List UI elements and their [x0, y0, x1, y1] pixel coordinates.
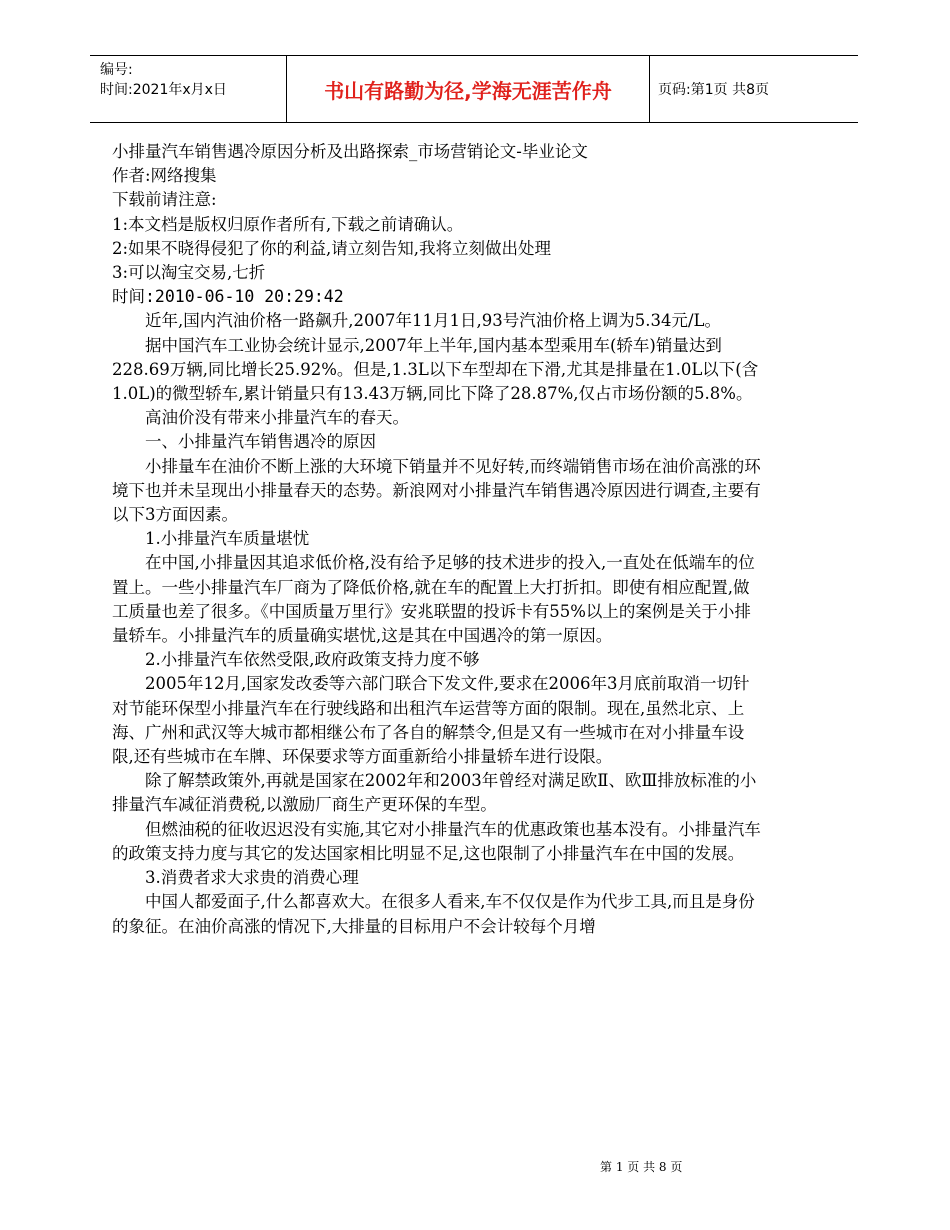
- document-number-label: 编号:: [100, 62, 133, 78]
- body-paragraph: 除了解禁政策外,再就是国家在2002年和2003年曾经对满足欧Ⅱ、欧Ⅲ排放标准的小排量汽车减征消费税,以激励厂商生产更环保的车型。: [112, 771, 757, 815]
- publish-timestamp: 时间:2010-06-10 20:29:42: [112, 287, 344, 307]
- subsection-heading: 3.消费者求大求贵的消费心理: [145, 868, 359, 888]
- body-paragraph: 近年,国内汽油价格一路飙升,2007年11月1日,93号汽油价格上调为5.34元/L。: [145, 311, 721, 331]
- document-title: 小排量汽车销售遇冷原因分析及出路探索_市场营销论文-毕业论文: [112, 142, 588, 161]
- body-paragraph: 中国人都爱面子,什么都喜欢大。在很多人看来,车不仅仅是作为代步工具,而且是身份的象征。在油价高涨的情况下,大排量的目标用户不会计较每个月增: [112, 892, 755, 936]
- subsection-heading: 2.小排量汽车依然受限,政府政策支持力度不够: [145, 650, 480, 670]
- header-page-label: 页码:第1页 共8页: [658, 82, 769, 98]
- body-paragraph: 2005年12月,国家发改委等六部门联合下发文件,要求在2006年3月底前取消一切针对节能环保型小排量汽车在行驶线路和出租汽车运营等方面的限制。现在,虽然北京、上海、广州和武汉等大城市都相继公布了各自的解禁令,但是又有一些城市在对小排量车设限,还有些城市在车牌、环保要求等方面重新给小排量轿车进行设限。: [112, 674, 750, 767]
- document-author: 作者:网络搜集: [112, 166, 217, 186]
- page-header: [90, 55, 858, 123]
- body-paragraph: 小排量车在油价不断上涨的大环境下销量并不见好转,而终端销售市场在油价高涨的环境下也并未呈现出小排量春天的态势。新浪网对小排量汽车销售遇冷原因进行调查,主要有以下3方面因素。: [112, 456, 761, 525]
- body-paragraph: 在中国,小排量因其追求低价格,没有给予足够的技术进步的投入,一直处在低端车的位置上。一些小排量汽车厂商为了降低价格,就在车的配置上大打折扣。即使有相应配置,做工质量也差了很多。《中国质量万里行》安兆联盟的投诉卡有55%以上的案例是关于小排量轿车。小排量汽车的质量确实堪忧,这是其在中国遇冷的第一原因。: [112, 553, 755, 646]
- subsection-heading: 1.小排量汽车质量堪忧: [145, 529, 310, 549]
- notice-item: 2:如果不晓得侵犯了你的利益,请立刻告知,我将立刻做出处理: [112, 238, 552, 258]
- header-left-cell: [90, 56, 286, 122]
- body-paragraph: 高油价没有带来小排量汽车的春天。: [145, 408, 409, 428]
- notice-heading: 下载前请注意:: [112, 190, 217, 210]
- body-paragraph: 据中国汽车工业协会统计显示,2007年上半年,国内基本型乘用车(轿车)销量达到228.69万辆,同比增长25.92%。但是,1.3L以下车型却在下滑,尤其是排量在1.0L以下(含1.0L)的微型轿车,累计销量只有13.43万辆,同比下降了28.87%,仅占市场份额的5.8%。: [112, 335, 759, 404]
- notice-item: 1:本文档是版权归原作者所有,下载之前请确认。: [112, 214, 464, 234]
- page-footer: 第 1 页 共 8 页: [600, 1160, 683, 1174]
- body-paragraph: 但燃油税的征收迟迟没有实施,其它对小排量汽车的优惠政策也基本没有。小排量汽车的政策支持力度与其它的发达国家相比明显不足,这也限制了小排量汽车在中国的发展。: [112, 819, 761, 863]
- document-time-label: 时间:2021年x月x日: [100, 82, 227, 98]
- document-body: [112, 140, 764, 939]
- header-motto: 书山有路勤为径,学海无涯苦作舟: [286, 56, 650, 122]
- section-heading: 一、小排量汽车销售遇冷的原因: [145, 432, 376, 452]
- notice-item: 3:可以淘宝交易,七折: [112, 263, 266, 283]
